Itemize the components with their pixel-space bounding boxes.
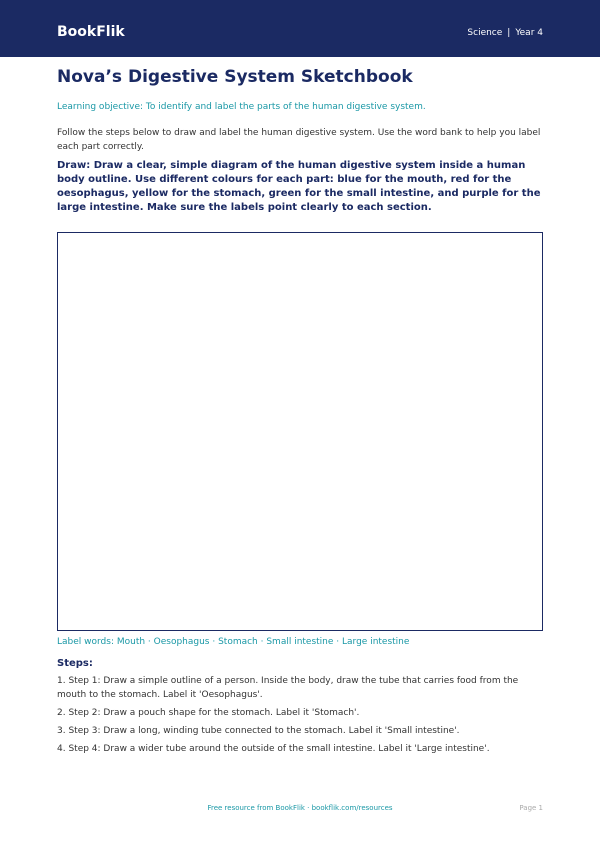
footer-credit[interactable]: Free resource from BookFlik · bookflik.com/resources	[207, 804, 393, 812]
year-label: Year 4	[515, 28, 543, 38]
step-item: 1. Step 1: Draw a simple outline of a person. Inside the body, draw the tube that carries food from the mouth to the stomach. Label it 'Oesophagus'.	[57, 676, 519, 700]
step-item: 4. Step 4: Draw a wider tube around the outside of the small intestine. Label it 'Large intestine'.	[57, 744, 490, 754]
step-item: 3. Step 3: Draw a long, winding tube connected to the stomach. Label it 'Small intestine'.	[57, 726, 460, 736]
header-bar	[0, 0, 600, 57]
page-number: Page 1	[519, 804, 543, 812]
draw-instruction: Draw: Draw a clear, simple diagram of the human digestive system inside a human body outline. Use different colours for each part: blue for the mouth, red for the oesophagus, yellow for the stomach, green for the small intestine, and purple for the large intestine. Make sure the labels point clearly to each section.	[57, 160, 541, 213]
brand-logo[interactable]: BookFlik	[57, 24, 125, 40]
subject-meta	[467, 27, 543, 39]
meta-separator: |	[507, 28, 511, 38]
steps-heading: Steps:	[57, 658, 93, 669]
steps-list	[57, 674, 545, 760]
drawing-area[interactable]	[57, 232, 543, 631]
subject-label: Science	[467, 28, 503, 38]
step-item: 2. Step 2: Draw a pouch shape for the stomach. Label it 'Stomach'.	[57, 708, 360, 718]
learning-objective: Learning objective: To identify and label the parts of the human digestive system.	[57, 102, 426, 112]
page-title: Nova’s Digestive System Sketchbook	[57, 67, 413, 87]
intro-text: Follow the steps below to draw and label the human digestive system. Use the word bank to help you label each part correctly.	[57, 128, 541, 152]
label-word-bank: Label words: Mouth · Oesophagus · Stomach · Small intestine · Large intestine	[57, 637, 410, 647]
